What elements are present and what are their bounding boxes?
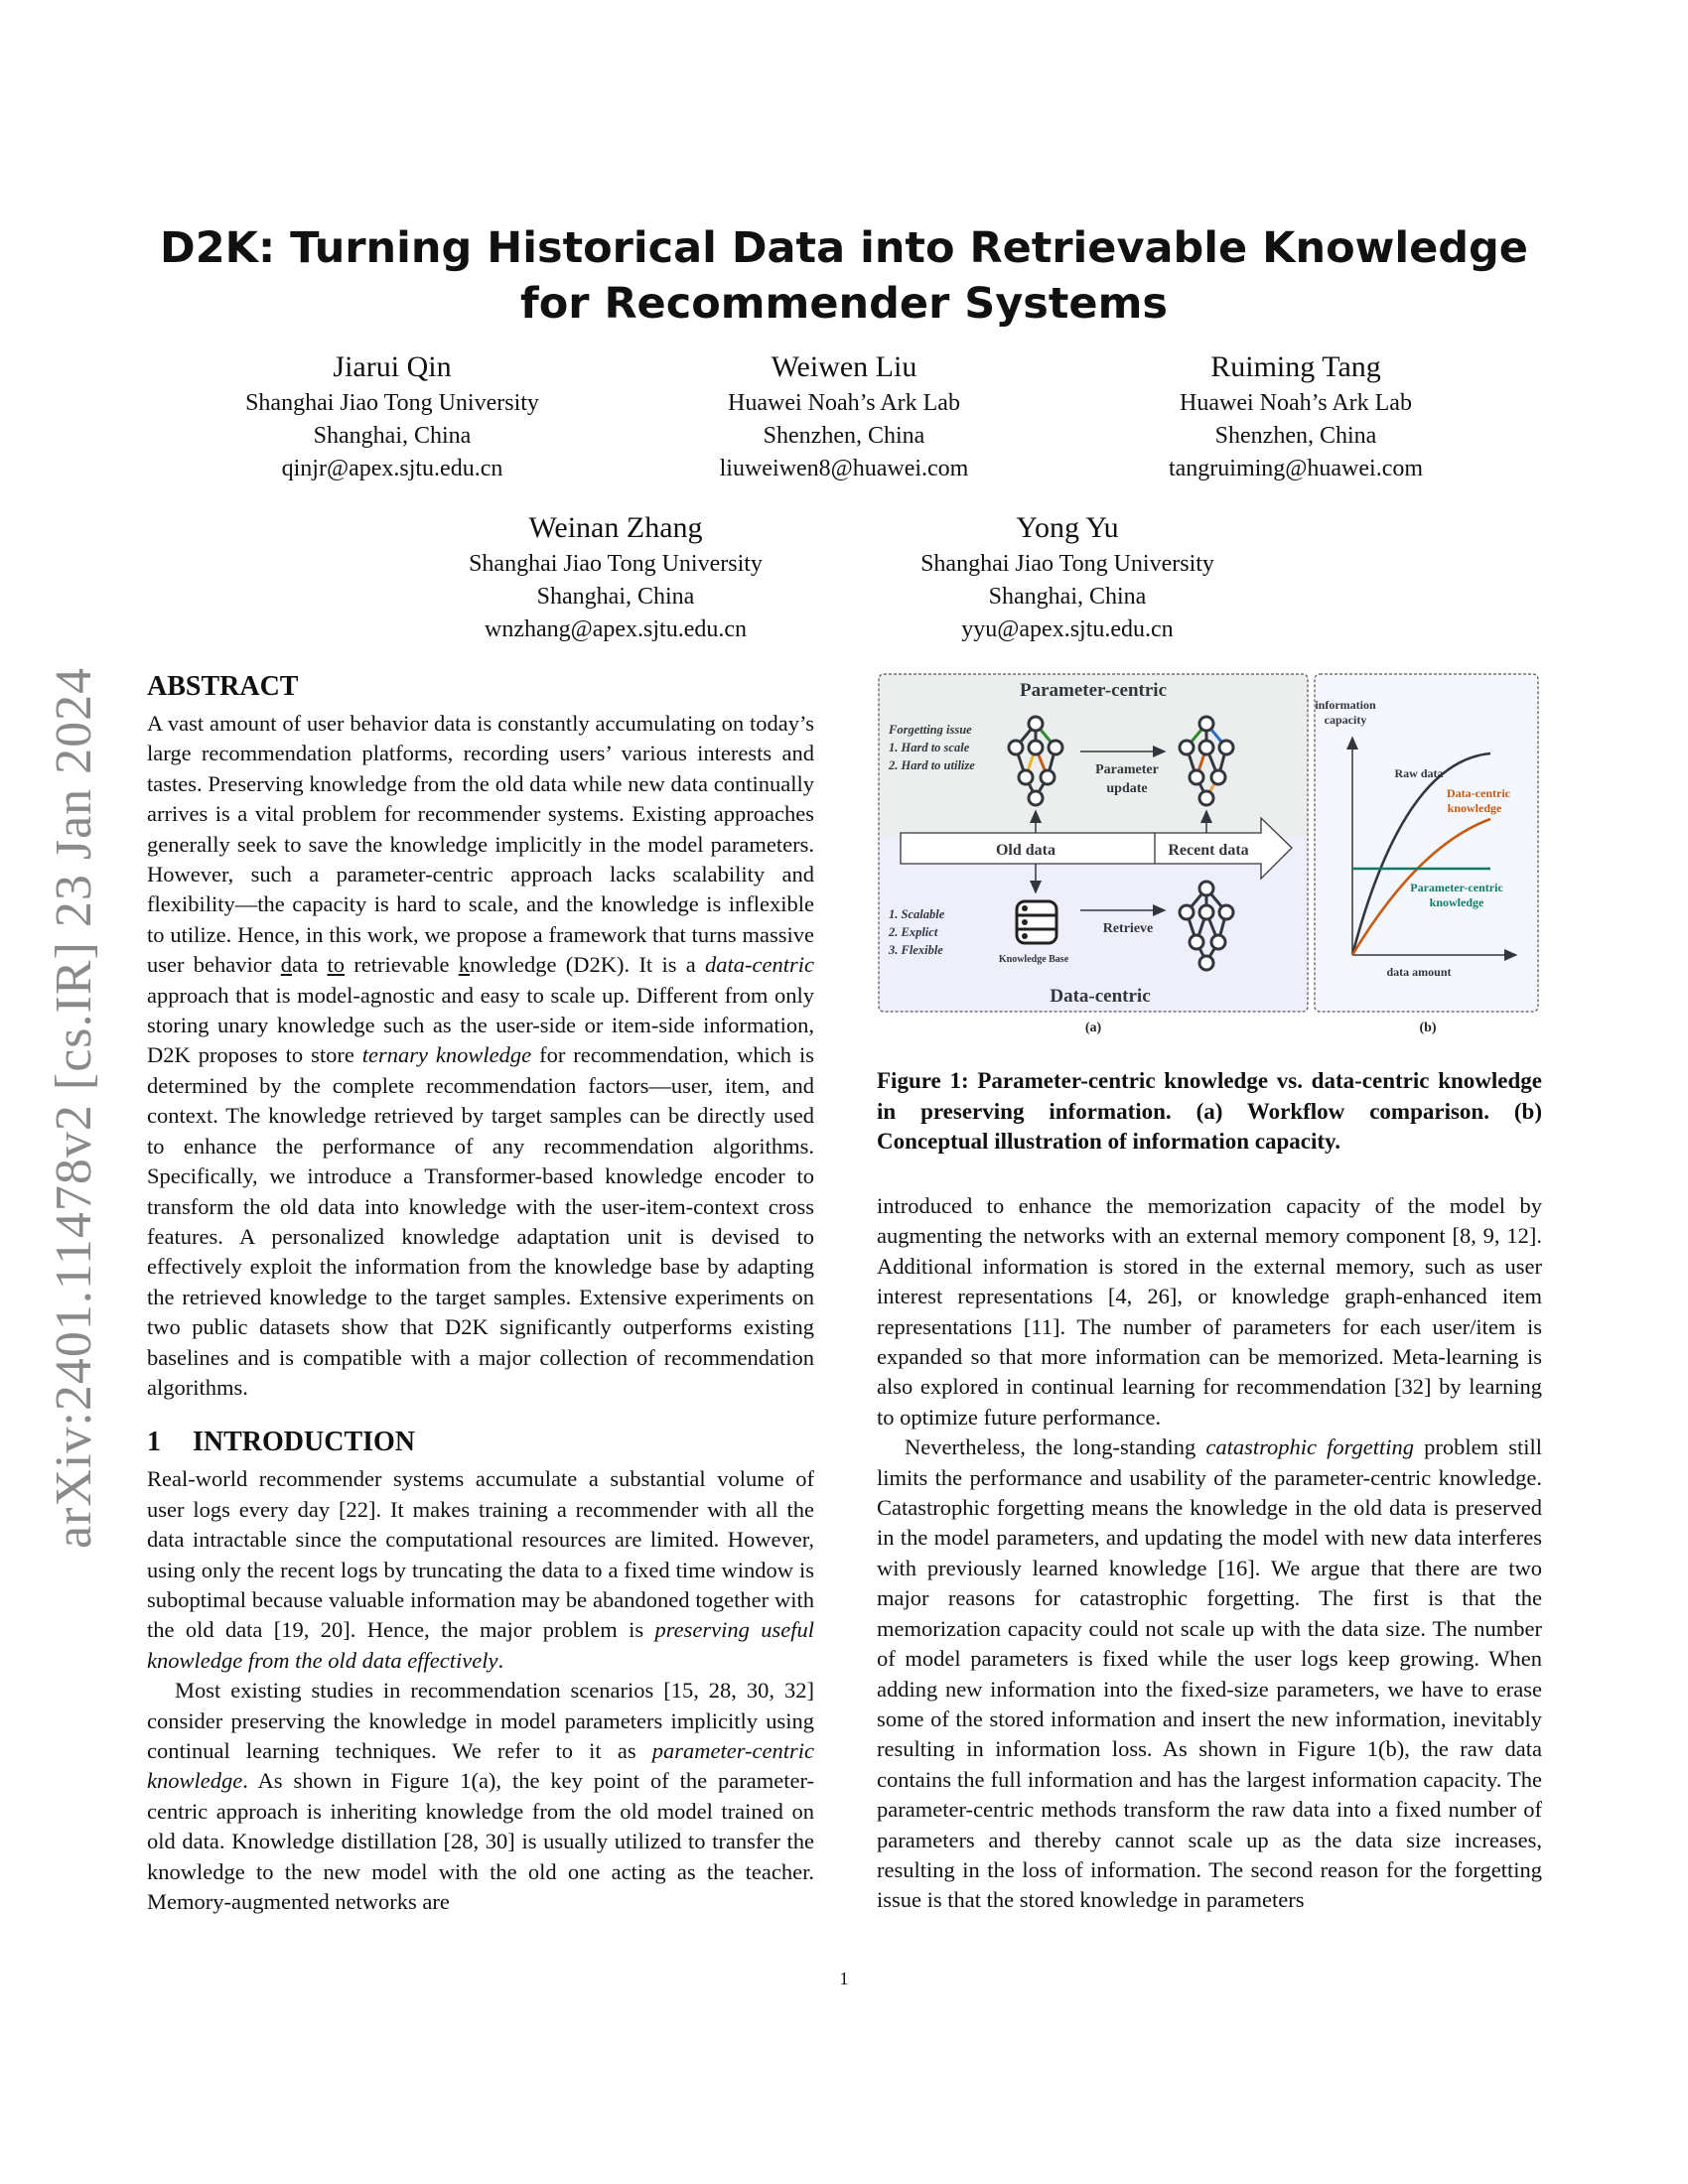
author-name: Ruiming Tang [1210, 350, 1381, 383]
svg-text:Raw data: Raw data [1394, 766, 1444, 780]
svg-text:(b): (b) [1419, 1021, 1437, 1035]
paper-title: D2K: Turning Historical Data into Retrievable Knowledge for Recommender Systems [160, 223, 1528, 329]
svg-text:Recent data: Recent data [1168, 842, 1249, 859]
svg-text:2. Hard to utilize: 2. Hard to utilize [889, 758, 975, 772]
svg-text:Parameter-centric: Parameter-centric [1410, 881, 1503, 894]
author-affiliation: Shanghai Jiao Tong University [469, 551, 763, 577]
svg-text:capacity: capacity [1324, 713, 1367, 727]
panel-a-top-title: Parameter-centric [1019, 680, 1168, 701]
svg-text:knowledge: knowledge [1447, 801, 1502, 815]
arxiv-stamp: arXiv:2401.11478v2 [cs.IR] 23 Jan 2024 [46, 666, 102, 1549]
author-email[interactable]: liuweiwen8@huawei.com [719, 456, 969, 481]
intro-paragraph: Real-world recommender systems accumulate a substantial volume of user logs every day [22]. It makes training a recommender with all the data intractable since the computational resources are limited. However, using only the recent logs by truncating the data to a fixed time window is suboptimal because valuable information may be abandoned together with the old data [19, 20]. Hence, the major problem is preserving useful knowledge from the old data effectively. [147, 1466, 814, 1673]
svg-text:Data-centric: Data-centric [1447, 786, 1510, 800]
author-block [179, 347, 606, 485]
svg-text:Knowledge Base: Knowledge Base [998, 954, 1069, 965]
author-affiliation: Shanghai Jiao Tong University [245, 390, 539, 416]
abstract-paragraph: A vast amount of user behavior data is constantly accumulating on today’s large recommendation platforms, recording users’ various interests and tastes. Preserving knowledge from the old data while new data continually arrives is a vital problem for recommender systems. Existing approaches generally seek to save the knowledge implicitly in the model parameters. However, such a parameter-centric approach lacks scalability and flexibility—the capacity is hard to scale, and the knowledge is inflexible to utilize. Hence, in this work, we propose a framework that turns massive user behavior data to retrievable knowledge (D2K). It is a data-centric approach that is model-agnostic and easy to scale up. Different from only storing unary knowledge such as the user-side or item-side information, D2K proposes to store ternary knowledge for recommendation, which is determined by the complete recommendation factors—user, item, and context. The knowledge retrieved by target samples can be directly used to enhance the performance of any recommendation algorithms. Specifically, we introduce a Transformer-based knowledge encoder to transform the old data into knowledge with the user-item-context cross features. A personalized knowledge adaptation unit is devised to effectively exploit the information from the knowledge base by adapting the retrieved knowledge to the target samples. Extensive experiments on two public datasets show that D2K significantly outperforms existing baselines and is compatible with a major collection of recommendation algorithms. [147, 711, 814, 1400]
author-block [854, 508, 1281, 646]
author-location: Shenzhen, China [1214, 423, 1377, 449]
author-block [402, 508, 829, 646]
svg-text:Forgetting issue: Forgetting issue [889, 723, 972, 737]
author-name: Weinan Zhang [528, 511, 703, 544]
right-column [877, 1191, 1542, 1916]
svg-text:1. Scalable: 1. Scalable [889, 907, 945, 921]
author-location: Shanghai, China [988, 584, 1147, 610]
svg-text:data amount: data amount [1386, 965, 1452, 979]
database-icon [1017, 901, 1056, 943]
intro-paragraph: Nevertheless, the long-standing catastrophic forgetting problem still limits the performance and usability of the parameter-centric knowledge. Catastrophic forgetting means the knowledge in the old data is preserved in the model parameters, and updating the model with new data interferes with previously learned knowledge [16]. We argue that there are two major reasons for catastrophic forgetting. The first is that the memorization capacity could not scale up with the data size. The number of model parameters is fixed while the user logs keep growing. When adding new information into the fixed-size parameters, we have to erase some of the stored information and insert the new information, inevitably resulting in information loss. As shown in Figure 1(b), the raw data contains the full information and has the largest information capacity. The parameter-centric methods transform the raw data into a fixed number of parameters and thereby cannot scale up as the data size increases, resulting in the loss of information. The second reason for the forgetting issue is that the stored knowledge in parameters [877, 1434, 1542, 1913]
introduction-heading: 1 INTRODUCTION [147, 1427, 416, 1458]
author-location: Shenzhen, China [763, 423, 925, 449]
author-affiliation: Huawei Noah’s Ark Lab [1180, 390, 1412, 416]
author-block [1082, 347, 1509, 485]
author-block [631, 347, 1057, 485]
panel-a-bottom-title: Data-centric [1050, 986, 1151, 1007]
author-email[interactable]: wnzhang@apex.sjtu.edu.cn [484, 616, 748, 642]
author-name: Yong Yu [1016, 511, 1119, 544]
author-name: Jiarui Qin [333, 350, 452, 383]
author-name: Weiwen Liu [771, 350, 917, 383]
author-location: Shanghai, China [313, 423, 472, 449]
author-affiliation: Shanghai Jiao Tong University [920, 551, 1214, 577]
svg-text:Parameter: Parameter [1095, 762, 1159, 777]
author-email[interactable]: yyu@apex.sjtu.edu.cn [961, 616, 1174, 642]
figure-1 [877, 672, 1542, 1039]
page-number: 1 [839, 1969, 849, 1988]
author-affiliation: Huawei Noah’s Ark Lab [728, 390, 960, 416]
svg-text:Old data: Old data [995, 842, 1056, 859]
intro-paragraph: introduced to enhance the memorization capacity of the model by augmenting the networks with an external memory component [8, 9, 12]. Additional information is stored in the external memory, such as user interest representations [4, 26], or knowledge graph-enhanced item representations [11]. The number of parameters for each user/item is expanded so that more information can be memorized. Meta-learning is also explored in continual learning for recommendation [32] by learning to optimize future performance. [877, 1193, 1542, 1430]
svg-text:1. Hard to scale: 1. Hard to scale [889, 741, 970, 754]
svg-text:knowledge: knowledge [1429, 895, 1484, 909]
author-email[interactable]: tangruiming@huawei.com [1168, 456, 1424, 481]
intro-paragraph: Most existing studies in recommendation scenarios [15, 28, 30, 32] consider preserving the knowledge in model parameters implicitly using continual learning techniques. We refer to it as parameter-centric knowledge. As shown in Figure 1(a), the key point of the parameter-centric approach is inheriting knowledge from the old model trained on old data. Knowledge distillation [28, 30] is usually utilized to transfer the knowledge to the new model with the old one acting as the teacher. Memory-augmented networks are [147, 1678, 814, 1915]
abstract-heading: ABSTRACT [147, 671, 299, 702]
figure-caption: Figure 1: Parameter-centric knowledge vs. data-centric knowledge in preserving information. (a) Workflow comparison. (b) Conceptual illustration of information capacity. [877, 1068, 1542, 1154]
author-email[interactable]: qinjr@apex.sjtu.edu.cn [281, 456, 503, 481]
left-column [147, 669, 814, 1917]
svg-text:update: update [1106, 781, 1148, 796]
svg-text:3. Flexible: 3. Flexible [889, 943, 943, 957]
svg-text:2. Explict: 2. Explict [889, 925, 938, 939]
author-location: Shanghai, China [536, 584, 695, 610]
svg-text:Retrieve: Retrieve [1102, 921, 1154, 936]
svg-text:(a): (a) [1084, 1021, 1102, 1035]
svg-text:information: information [1315, 698, 1376, 712]
